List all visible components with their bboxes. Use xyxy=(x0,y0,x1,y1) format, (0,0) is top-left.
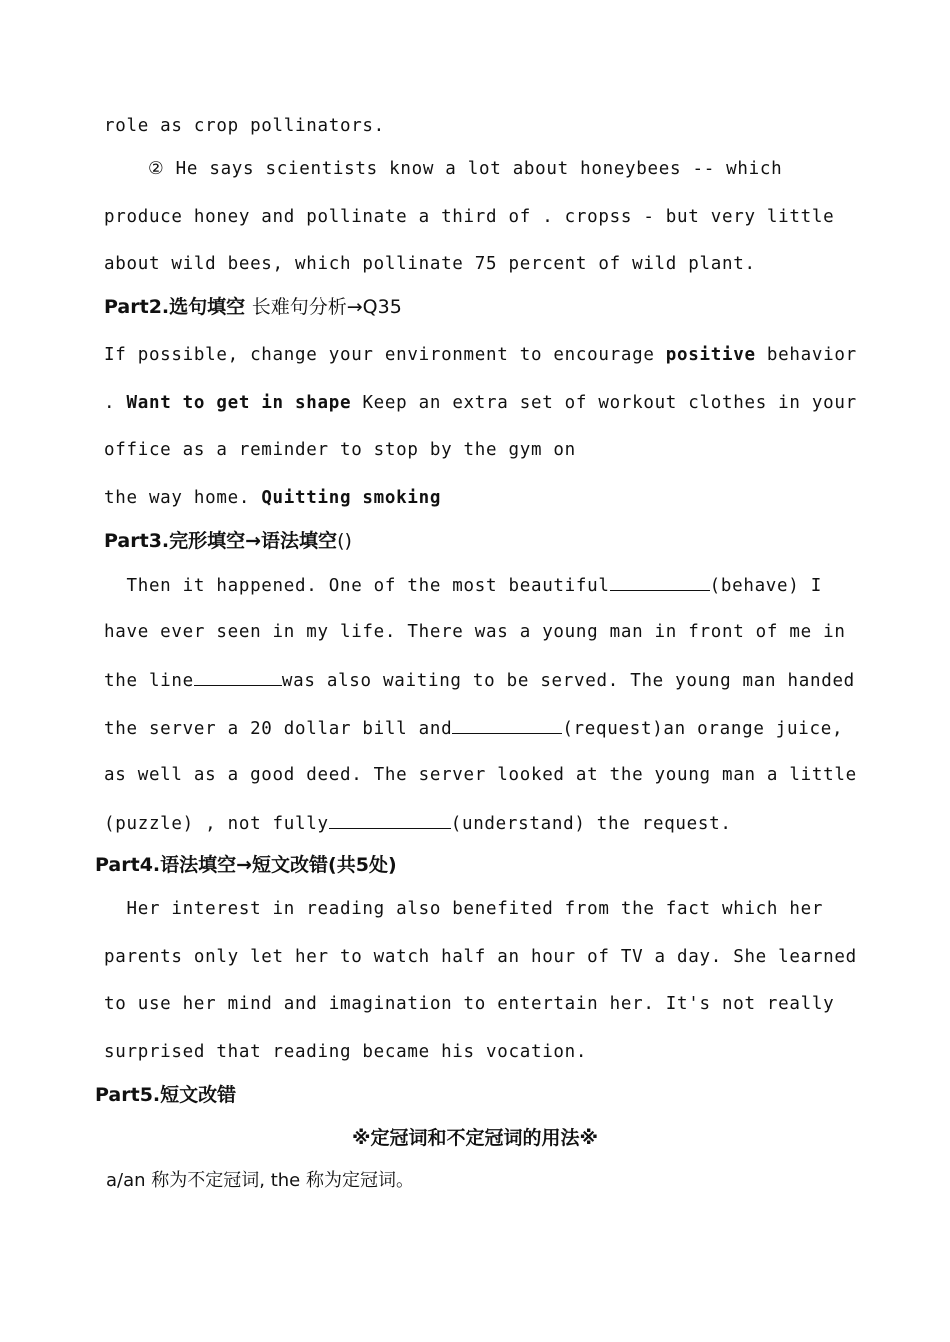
part5-heading: Part5.短文改错 xyxy=(95,1084,237,1106)
answer-blank[interactable] xyxy=(610,572,710,591)
text-span: Then it happened. One of the most beautiful xyxy=(104,576,610,596)
part1-line-2: ② He says scientists know a lot about honeybees -- which xyxy=(148,159,783,179)
bold-span: Quitting smoking xyxy=(261,488,442,508)
text-span: the way home. xyxy=(104,488,262,508)
answer-blank[interactable] xyxy=(194,667,282,686)
text-span: (puzzle) , not fully xyxy=(104,814,329,834)
text-span: was also waiting to be served. The young man handed xyxy=(281,671,855,691)
text-span: the line xyxy=(104,671,194,691)
part4-line-4: surprised that reading became his vocation. xyxy=(104,1042,588,1062)
part4-line-3: to use her mind and imagination to entertain her. It's not really xyxy=(104,994,835,1014)
part1-line-1: role as crop pollinators. xyxy=(104,116,385,136)
part3-line-5: as well as a good deed. The server looked at the young man a little xyxy=(104,765,857,785)
text-span: behavior xyxy=(755,345,857,365)
part2-heading-title: Part2.选句填空 xyxy=(104,296,246,318)
text-span: Keep an extra set of workout clothes in your xyxy=(351,393,857,413)
answer-blank[interactable] xyxy=(329,810,451,829)
part3-heading xyxy=(104,528,352,554)
part3-heading-note: () xyxy=(337,530,352,552)
bold-span: positive xyxy=(665,345,756,365)
part2-line-1 xyxy=(104,343,857,367)
part3-line-1 xyxy=(104,572,850,598)
part3-line-6 xyxy=(104,810,850,836)
part3-line-3 xyxy=(104,667,855,693)
part3-heading-title: Part3.完形填空→语法填空 xyxy=(104,530,338,552)
bold-span: Want to get in shape xyxy=(126,393,352,413)
part2-heading xyxy=(104,294,402,320)
part4-line-2: parents only let her to watch half an hour of TV a day. She learned xyxy=(104,947,857,967)
answer-blank[interactable] xyxy=(452,715,562,734)
part4-line-1: Her interest in reading also benefited from the fact which her xyxy=(104,899,824,919)
part3-line-2: have ever seen in my life. There was a young man in front of me in xyxy=(104,622,846,642)
text-span: If possible, change your environment to encourage xyxy=(104,345,666,365)
text-span: (behave) I xyxy=(709,576,822,596)
part3-line-4 xyxy=(104,715,850,741)
part2-line-4 xyxy=(104,486,850,510)
part1-line-3: produce honey and pollinate a third of . cropss - but very little xyxy=(104,207,835,227)
part4-heading: Part4.语法填空→短文改错(共5处) xyxy=(95,854,397,876)
part2-heading-note: 长难句分析→Q35 xyxy=(251,296,402,318)
text-span: (understand) the request. xyxy=(450,814,732,834)
text-span: . xyxy=(104,393,127,413)
part2-line-2 xyxy=(104,391,857,415)
part1-line-4: about wild bees, which pollinate 75 percent of wild plant. xyxy=(104,254,756,274)
article-intro: a/an 称为不定冠词, the 称为定冠词。 xyxy=(106,1170,414,1191)
text-span: the server a 20 dollar bill and xyxy=(104,719,453,739)
text-span: (request)an orange juice, xyxy=(562,719,844,739)
part2-line-3: office as a reminder to stop by the gym on xyxy=(104,440,576,460)
section-title: ※定冠词和不定冠词的用法※ xyxy=(352,1127,598,1149)
